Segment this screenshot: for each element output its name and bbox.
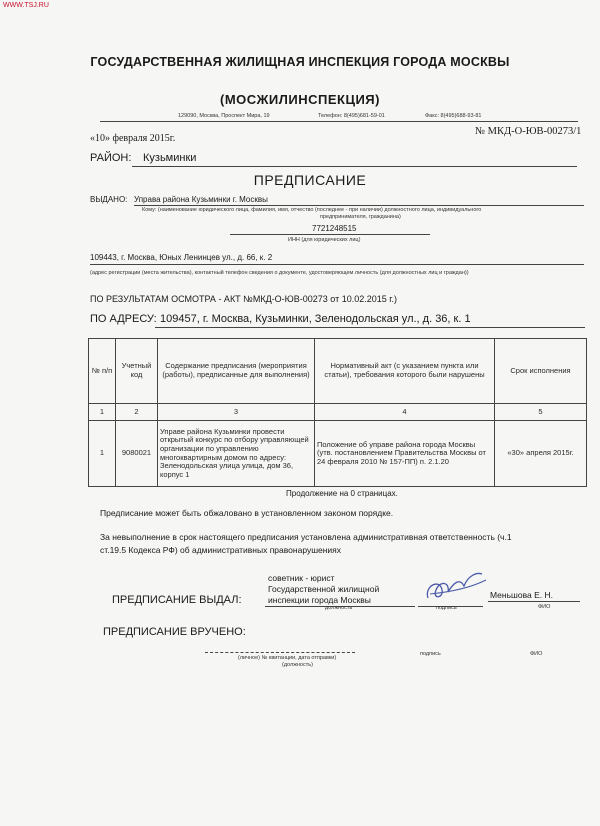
col-number-4: 4 [315,404,495,421]
prescription-table [88,338,587,487]
issuer-signature-note: подпись [436,605,457,611]
inn-value: 7721248515 [312,224,357,233]
document-date: «10» февраля 2015г. [90,133,176,144]
handed-name-note: ФИО [530,651,543,657]
inspection-address-value: 109457, г. Москва, Кузьминки, Зеленодольская ул., д. 36, к. 1 [160,313,471,325]
address-underline [90,264,584,265]
col-number-3: 3 [158,404,315,421]
row-number: 1 [89,421,116,487]
issuer-position-3: инспекции города Москвы [268,595,371,605]
header-cell-act: Нормативный акт (с указанием пункта или статьи), требования которого были нарушены [315,339,495,404]
handed-signature-note: подпись [420,651,441,657]
issued-value: Управа района Кузьминки г. Москвы [134,195,268,204]
issuer-position-note: должность [325,605,353,611]
issued-whom-note-2: предпринимателя, гражданина) [320,214,401,220]
organization-address: 129090, Москва, Проспект Мира, 19 [178,113,270,119]
issued-underline [134,205,584,206]
rayon-label: РАЙОН: [90,152,132,164]
col-number-5: 5 [495,404,587,421]
organization-phone: Телефон: 8(495)681-59-01 [318,113,385,119]
row-code: 9080021 [116,421,158,487]
row-act: Положение об управе района города Москвы (утв. постановлением Правительства Москвы от 24 февраля 2010 № 157-ПП) п. 2.1.20 [315,421,495,487]
header-cell-code: Учетный код [116,339,158,404]
issued-label: ВЫДАНО: [90,195,128,204]
table-header-row [89,339,587,404]
inspection-address-underline [155,327,585,328]
table-row [89,421,587,487]
continuation-note: Продолжение на 0 страницах. [286,489,398,498]
rayon-value: Кузьминки [143,152,197,164]
row-content: Управе района Кузьминки провести открытый конкурс по отбору управляющей организации по управлению многоквартирным домом по адресу: Зеленодольская улица улица, дом 36, корпус 1 [158,421,315,487]
header-cell-deadline: Срок исполнения [495,339,587,404]
row-deadline: «30» апреля 2015г. [495,421,587,487]
handed-label: ПРЕДПИСАНИЕ ВРУЧЕНО: [103,626,246,638]
issuer-name: Меньшова Е. Н. [490,590,553,600]
issuer-position-1: советник - юрист [268,573,335,583]
issuer-label: ПРЕДПИСАНИЕ ВЫДАЛ: [112,594,242,606]
header-cell-number: № п/п [89,339,116,404]
liability-text-2: ст.19.5 Кодекса РФ) об административных правонарушениях [100,545,342,555]
organization-short-name: (МОСЖИЛИНСПЕКЦИЯ) [220,92,380,107]
inn-underline [230,234,430,235]
inspection-result: ПО РЕЗУЛЬТАТАМ ОСМОТРА - АКТ №МКД-О-ЮВ-00273 от 10.02.2015 г.) [90,294,397,304]
handed-receipt-note: (личное) № квитанции, дата отправки) [238,655,337,661]
address-note: (адрес регистрации (места жительства), контактный телефон сведения о документе, удостоверяющем личность (для должностных лиц и граждан)) [90,270,469,276]
inspection-address-label: ПО АДРЕСУ: [90,313,157,325]
issuer-position-2: Государственной жилищной [268,584,380,594]
issuer-name-underline [488,601,580,602]
table-column-numbers-row [89,404,587,421]
header-rule [100,121,578,122]
document-number: № МКД-О-ЮВ-00273/1 [475,126,582,137]
header-cell-content: Содержание предписания (мероприятия (работы), предписанные для выполнения) [158,339,315,404]
liability-text-1: За невыполнение в срок настоящего предписания установлена административная ответственность (ч.1 [100,532,512,542]
watermark: WWW.TSJ.RU [3,2,49,9]
organization-title: ГОСУДАРСТВЕННАЯ ЖИЛИЩНАЯ ИНСПЕКЦИЯ ГОРОДА МОСКВЫ [90,55,510,69]
organization-fax: Факс: 8(495)688-93-81 [425,113,482,119]
document-title: ПРЕДПИСАНИЕ [253,172,367,188]
issuer-signature [420,568,490,608]
rayon-underline [132,166,577,167]
issuer-name-note: ФИО [538,604,551,610]
col-number-2: 2 [116,404,158,421]
handed-position-note: (должность) [282,662,313,668]
col-number-1: 1 [89,404,116,421]
handed-receipt-underline [205,652,355,653]
appeal-text: Предписание может быть обжаловано в установленном законом порядке. [100,508,394,518]
inn-note: ИНН (для юридических лиц) [288,237,361,243]
issued-whom-note: Кому: (наименование юридического лица, фамилия, имя, отчество (последнее - при наличии) должностного лица, индивидуального [142,207,482,213]
issued-address: 109443, г. Москва, Юных Ленинцев ул., д. 66, к. 2 [90,253,273,262]
